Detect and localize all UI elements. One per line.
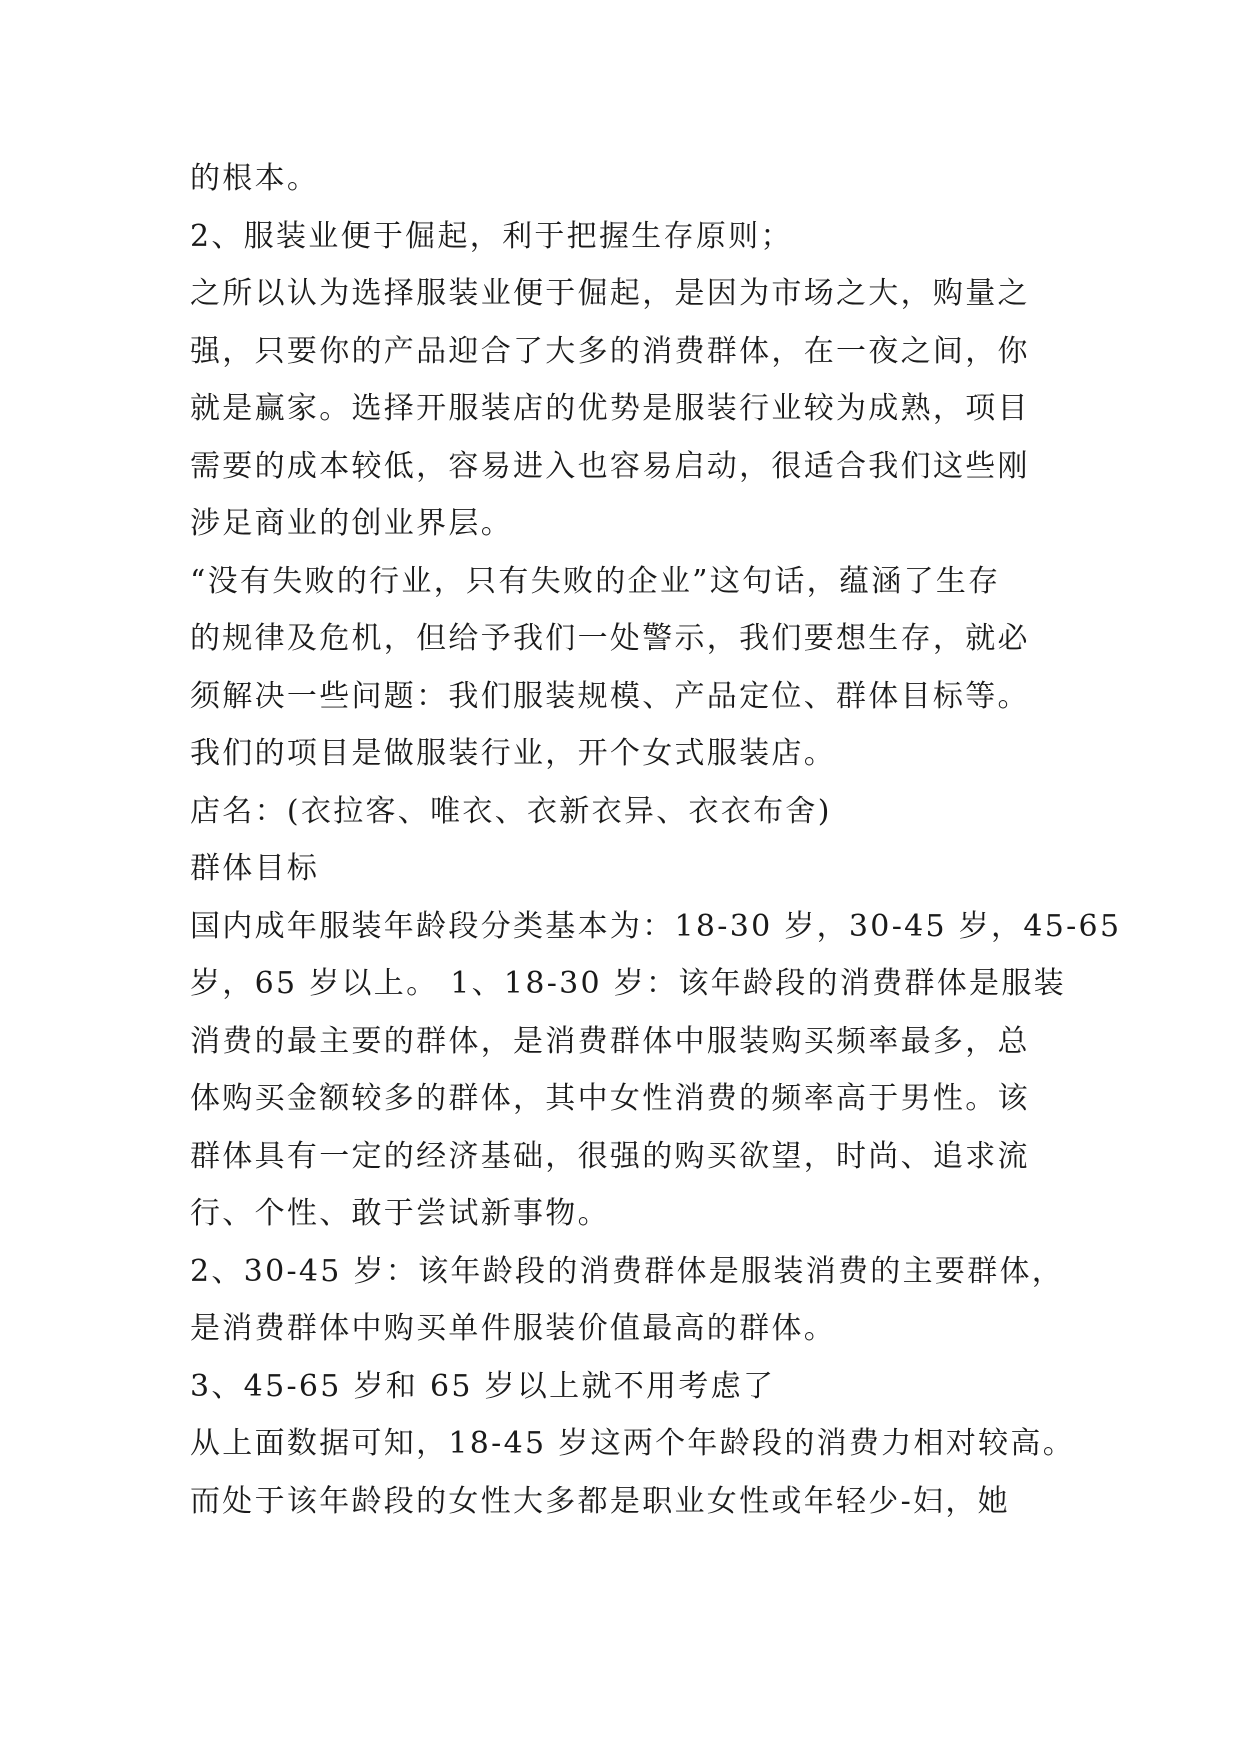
text-line: 是消费群体中购买单件服装价值最高的群体。 xyxy=(190,1311,836,1346)
text-line: 消费的最主要的群体，是消费群体中服装购买频率最多，总 xyxy=(190,1023,1030,1059)
text-line: 岁，65 岁以上。 1、18-30 岁：该年龄段的消费群体是服装 xyxy=(190,966,1066,1001)
text-line: 须解决一些问题：我们服装规模、产品定位、群体目标等。 xyxy=(190,678,1030,714)
text-line: 的规律及危机，但给予我们一处警示，我们要想生存，就必 xyxy=(190,621,1030,656)
text-line: 群体目标 xyxy=(190,851,320,886)
text-line: 2、服装业便于倔起，利于把握生存原则； xyxy=(190,218,793,254)
text-line: 3、45-65 岁和 65 岁以上就不用考虑了 xyxy=(190,1368,776,1404)
text-line: 就是赢家。选择开服装店的优势是服装行业较为成熟，项目 xyxy=(190,391,1030,426)
text-line: 2、30-45 岁：该年龄段的消费群体是服装消费的主要群体， xyxy=(190,1253,1065,1289)
text-line: 国内成年服装年龄段分类基本为：18-30 岁，30-45 岁，45-65 xyxy=(190,908,1122,944)
body-text xyxy=(190,150,1122,1530)
text-line: 涉足商业的创业界层。 xyxy=(190,506,513,541)
text-line: 我们的项目是做服装行业，开个女式服装店。 xyxy=(190,736,836,771)
text-line: 而处于该年龄段的女性大多都是职业女性或年轻少-妇，她 xyxy=(190,1483,1010,1519)
text-line: 需要的成本较低，容易进入也容易启动，很适合我们这些刚 xyxy=(190,448,1030,484)
text-line: 之所以认为选择服装业便于倔起，是因为市场之大，购量之 xyxy=(190,276,1030,311)
text-line: 店名：(衣拉客、唯衣、衣新衣异、衣衣布舍) xyxy=(190,793,832,829)
text-line: 体购买金额较多的群体，其中女性消费的频率高于男性。该 xyxy=(190,1081,1030,1116)
text-line: 从上面数据可知，18-45 岁这两个年龄段的消费力相对较高。 xyxy=(190,1426,1076,1461)
text-line: 的根本。 xyxy=(190,161,320,196)
text-line: “没有失败的行业，只有失败的企业”这句话，蕴涵了生存 xyxy=(190,563,1001,599)
text-line: 行、个性、敢于尝试新事物。 xyxy=(190,1196,610,1231)
text-line: 群体具有一定的经济基础，很强的购买欲望，时尚、追求流 xyxy=(190,1138,1030,1174)
text-line: 强，只要你的产品迎合了大多的消费群体，在一夜之间，你 xyxy=(190,333,1030,369)
